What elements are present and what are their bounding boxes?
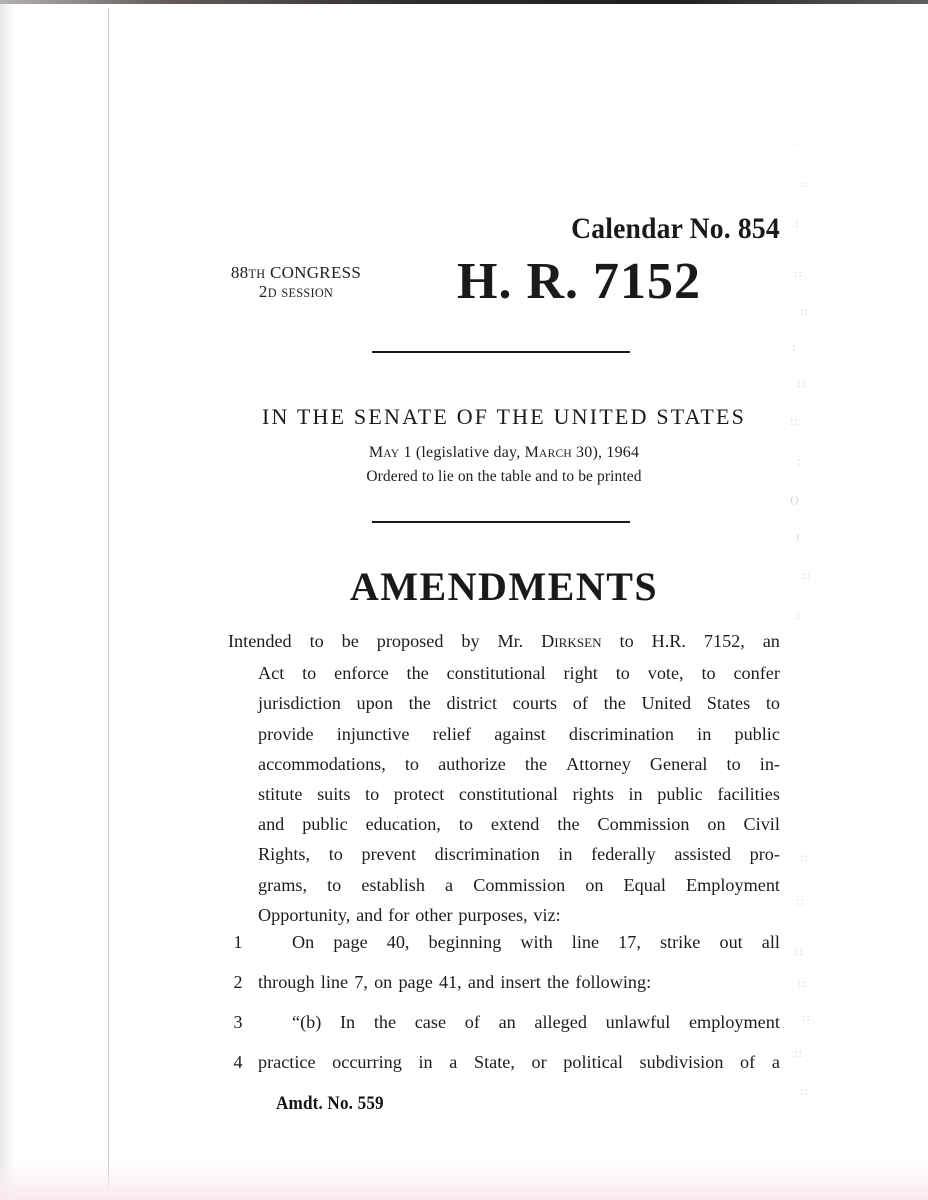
word: to <box>726 753 741 774</box>
word: the <box>557 814 580 835</box>
word: in <box>558 844 573 865</box>
session-label <box>228 282 364 301</box>
bleed-through-mark: () <box>790 494 799 506</box>
word: to <box>458 814 473 835</box>
word: to <box>328 844 343 865</box>
session-word: SESSION <box>281 286 334 301</box>
word: prevent <box>361 844 417 865</box>
bleed-through-mark: ∶ <box>795 219 799 231</box>
word: viz: <box>533 904 561 925</box>
bleed-through-mark: ‖ <box>796 532 800 544</box>
word: the <box>408 693 431 714</box>
word: an <box>762 631 780 651</box>
intro-line <box>228 658 780 688</box>
word: public <box>657 784 703 805</box>
bleed-through-mark: ∷ <box>800 307 808 319</box>
word: injunctive <box>336 723 410 744</box>
bleed-through-mark: · <box>795 140 800 152</box>
word: discrimination <box>568 723 674 744</box>
word: insert <box>500 972 541 992</box>
word: in <box>418 1052 433 1072</box>
word: 7, <box>354 972 368 992</box>
amendment-line-row <box>228 1012 780 1052</box>
word: provide <box>258 723 314 744</box>
word: occurring <box>332 1052 402 1072</box>
page-left-shadow <box>0 4 14 1200</box>
intro-paragraph <box>228 626 780 930</box>
word: or <box>531 1052 547 1072</box>
intro-line <box>228 779 780 809</box>
calendar-number: Calendar No. 854 <box>571 212 780 245</box>
amendment-line-row <box>228 1052 780 1092</box>
word: to <box>619 631 634 651</box>
word: for <box>388 904 410 925</box>
word: to <box>615 663 630 684</box>
bleed-through-mark: ∷ <box>794 1049 802 1061</box>
word: grams, <box>258 874 307 895</box>
word: case <box>414 1012 447 1032</box>
word: constitutional <box>458 784 558 805</box>
line-number: 2 <box>233 972 243 992</box>
word: employment <box>688 1012 780 1032</box>
word: vote, <box>647 663 684 684</box>
word: and <box>467 972 495 992</box>
word: Commission <box>473 874 566 895</box>
dateline <box>228 444 780 462</box>
bleed-through-mark: ∷ <box>790 417 798 429</box>
intro-line <box>228 900 780 930</box>
word: 40, <box>386 932 410 952</box>
word: out <box>719 932 743 952</box>
scan-bottom-tint <box>0 1160 928 1200</box>
intro-line <box>228 749 780 779</box>
dateline-month2-smallcaps: ARCH <box>539 448 572 460</box>
bleed-through-mark: ∷ <box>796 897 804 909</box>
word: accommodations, <box>258 753 386 774</box>
word: other <box>415 904 453 925</box>
word: on <box>585 874 604 895</box>
word: protect <box>393 784 445 805</box>
word: alleged <box>534 1012 587 1032</box>
word: relief <box>432 723 472 744</box>
word: political <box>563 1052 623 1072</box>
word: assisted <box>674 844 731 865</box>
word: the <box>524 753 548 774</box>
word: on <box>707 814 726 835</box>
word: United <box>641 693 692 714</box>
word: On <box>292 932 315 952</box>
word: in <box>697 723 712 744</box>
word: by <box>461 631 480 651</box>
word: federally <box>591 844 656 865</box>
line-number: 1 <box>233 932 243 952</box>
word: H.R. <box>651 631 686 651</box>
word: practice <box>258 1052 316 1072</box>
word: upon <box>356 693 393 714</box>
dateline-month2-cap: M <box>524 444 540 461</box>
word: of <box>740 1052 756 1072</box>
line-number: 3 <box>233 1012 243 1032</box>
word: extend <box>490 814 540 835</box>
chamber-heading: IN THE SENATE OF THE UNITED STATES <box>261 404 747 429</box>
word-smallcaps: DIRKSEN <box>541 631 602 651</box>
amendment-line-text <box>292 1012 780 1033</box>
word: establish <box>361 874 425 895</box>
word: and <box>258 814 285 835</box>
word: proposed <box>376 631 444 651</box>
word: public <box>734 723 780 744</box>
congress-number: 88 <box>230 263 249 282</box>
word: In <box>339 1012 356 1032</box>
word: with <box>520 932 553 952</box>
word: page <box>333 932 368 952</box>
word: to <box>365 784 380 805</box>
word: line <box>571 932 600 952</box>
bleed-through-mark: ∷ <box>802 1013 810 1025</box>
bleed-through-mark: ∷ <box>802 571 810 583</box>
word: Intended <box>228 631 292 651</box>
word: authorize <box>438 753 506 774</box>
word: State, <box>473 1052 515 1072</box>
word: unlawful <box>605 1012 671 1032</box>
word: to <box>765 693 780 714</box>
word: an <box>498 1012 516 1032</box>
word: to <box>327 874 342 895</box>
word: Employment <box>686 874 780 895</box>
word: strike <box>659 932 701 952</box>
session-number: 2 <box>258 282 268 302</box>
word: the <box>406 663 429 684</box>
amendment-line-text <box>258 972 780 993</box>
intro-line <box>228 839 780 869</box>
gutter-rule <box>108 8 109 1190</box>
word: jurisdiction <box>258 693 341 714</box>
word: the <box>603 693 626 714</box>
intro-line <box>228 688 780 718</box>
congress-ordinal-suffix: TH <box>248 267 266 281</box>
amendment-line-row <box>228 932 780 972</box>
word: constitutional <box>446 663 546 684</box>
page-title: AMENDMENTS <box>349 564 659 609</box>
intro-line <box>228 809 780 839</box>
word: through <box>258 972 315 992</box>
bill-number: H. R. 7152 <box>457 253 701 310</box>
word: the <box>546 972 570 992</box>
intro-line <box>228 719 780 749</box>
scan-top-edge <box>0 0 928 4</box>
divider-rule-bottom <box>372 521 630 523</box>
bleed-through-mark: ∶ <box>792 343 796 355</box>
word: to <box>302 663 317 684</box>
word: suits <box>317 784 351 805</box>
word: right <box>563 663 598 684</box>
bleed-through-mark: ∷ <box>798 979 806 991</box>
word: Civil <box>743 814 780 835</box>
amendment-line-text <box>292 932 780 953</box>
amendment-lines <box>228 932 780 1092</box>
word: line <box>320 972 349 992</box>
line-number: 4 <box>233 1052 243 1072</box>
word: discrimination <box>434 844 540 865</box>
word: following: <box>575 972 652 992</box>
word: to <box>701 663 716 684</box>
word: in <box>628 784 643 805</box>
word: Attorney <box>566 753 631 774</box>
word: the <box>373 1012 397 1032</box>
word: purposes, <box>458 904 528 925</box>
word: on <box>374 972 393 992</box>
divider-rule-top <box>372 351 630 353</box>
dateline-middle: 1 (legislative day, <box>399 444 525 461</box>
word: rights <box>572 784 614 805</box>
word: enforce <box>334 663 389 684</box>
word: pro- <box>749 844 780 865</box>
congress-word: CONGRESS <box>269 263 362 282</box>
word: Rights, <box>258 844 311 865</box>
word: public <box>302 814 348 835</box>
amendment-number-stamp: Amdt. No. 559 <box>276 1093 384 1114</box>
word: stitute <box>258 784 303 805</box>
amendment-line-row <box>228 972 780 1012</box>
word: a <box>771 1052 780 1072</box>
amendment-line-text <box>258 1052 780 1073</box>
word: and <box>356 904 383 925</box>
word: all <box>761 932 780 952</box>
word: Act <box>258 663 285 684</box>
word: be <box>341 631 359 651</box>
intro-line <box>228 870 780 900</box>
dateline-month1-smallcaps: AY <box>383 448 400 460</box>
bleed-through-mark: ∷ <box>795 947 803 959</box>
word: to <box>404 753 420 774</box>
word: 7152, <box>703 631 745 651</box>
word: Mr. <box>497 631 524 651</box>
word: of <box>572 693 588 714</box>
session-ordinal-suffix: D <box>267 286 277 301</box>
bleed-through-mark: ∷ <box>794 269 802 281</box>
word: States <box>706 693 751 714</box>
word: confer <box>733 663 780 684</box>
word: facilities <box>717 784 780 805</box>
word: General <box>649 753 708 774</box>
word: “(b) <box>292 1012 322 1032</box>
bleed-through-mark: ∷ <box>800 1087 808 1099</box>
bleed-through-mark: ∷ <box>797 379 805 391</box>
word: Commission <box>597 814 690 835</box>
bleed-through-mark: :: <box>801 178 809 190</box>
word: a <box>445 874 454 895</box>
dateline-tail: 30), 1964 <box>571 444 640 461</box>
word: beginning <box>428 932 502 952</box>
word: 17, <box>618 932 641 952</box>
word: Opportunity, <box>258 904 351 925</box>
order-note: Ordered to lie on the table and to be printed <box>366 468 642 485</box>
word: a <box>449 1052 458 1072</box>
bleed-through-marks <box>788 0 848 1200</box>
word: Equal <box>623 874 666 895</box>
dateline-month1-cap: M <box>368 444 384 461</box>
word: to <box>309 631 324 651</box>
bleed-through-mark: ∷ <box>800 853 808 865</box>
intro-line <box>228 626 780 658</box>
word: 41, <box>438 972 462 992</box>
word: courts <box>512 693 558 714</box>
word: district <box>446 693 497 714</box>
congress-session-block <box>228 263 364 301</box>
word: page <box>398 972 433 992</box>
word: in- <box>759 753 780 774</box>
bleed-through-mark: ∶ <box>796 611 800 623</box>
word: education, <box>365 814 441 835</box>
word: subdivision <box>639 1052 724 1072</box>
bleed-through-mark: ∶ <box>797 457 801 469</box>
congress-label <box>228 263 364 282</box>
word: of <box>464 1012 480 1032</box>
word: against <box>494 723 546 744</box>
